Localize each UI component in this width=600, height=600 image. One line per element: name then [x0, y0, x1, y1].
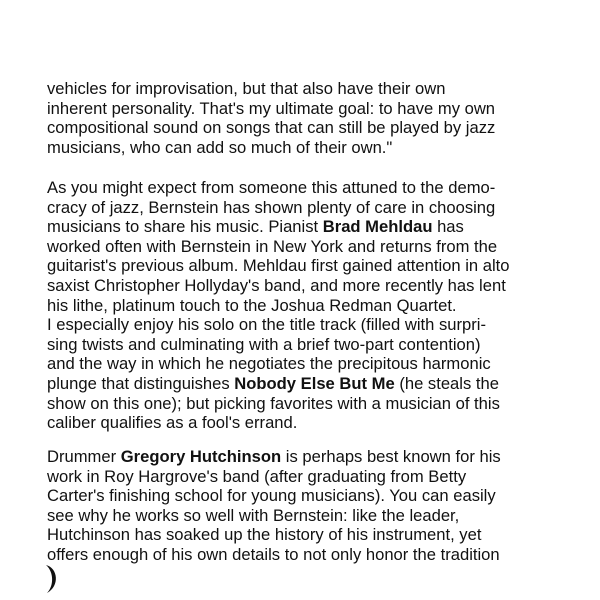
text-line: As you might expect from someone this attuned to the demo- — [47, 178, 496, 197]
text-line: vehicles for improvisation, but that also have their own — [47, 79, 446, 98]
text-line: his lithe, platinum touch to the Joshua Redman Quartet. — [47, 295, 457, 315]
text-line: offers enough of his own details to not only honor the tradition — [47, 544, 500, 564]
text-line: inherent personality. That's my ultimate goal: to have my own — [47, 98, 496, 118]
text-line: work in Roy Hargrove's band (after graduating from Betty — [47, 466, 467, 486]
paragraph-gregory-hutchinson — [47, 447, 567, 565]
paragraph-quote-ending — [47, 79, 567, 157]
text-line — [47, 217, 567, 237]
text-line: Hutchinson has soaked up the history of his instrument, yet — [47, 525, 482, 545]
text-line: see why he works so well with Bernstein: like the leader, — [47, 505, 460, 525]
text-line: I especially enjoy his solo on the title track (filled with surpri- — [47, 315, 486, 335]
text-line: cracy of jazz, Bernstein has shown plenty of care in choosing — [47, 197, 496, 217]
bold-name-brad-mehldau: Brad Mehldau — [322, 217, 433, 237]
text-line: compositional sound on songs that can still be played by jazz — [47, 118, 496, 138]
text-line: worked often with Bernstein in New York and returns from the — [47, 236, 498, 256]
crescent-mark-icon — [34, 562, 64, 596]
text-line: show on this one); but picking favorites with a musician of this — [47, 393, 500, 413]
text-run: has — [432, 217, 464, 237]
paragraph-brad-mehldau — [47, 178, 567, 433]
text-run: is perhaps best known for his — [281, 447, 501, 466]
bold-name-gregory-hutchinson: Gregory Hutchinson — [120, 447, 282, 466]
text-line: saxist Christopher Hollyday's band, and more recently has lent — [47, 275, 506, 295]
text-line: sing twists and culminating with a brief two-part contention) — [47, 334, 481, 354]
text-line — [47, 447, 567, 467]
text-line: Carter's finishing school for young musicians). You can easily — [47, 486, 496, 506]
bold-title-nobody-else-but-me: Nobody Else But Me — [234, 373, 395, 393]
text-run: musicians to share his music. Pianist — [47, 217, 323, 237]
text-run: plunge that distinguishes — [47, 373, 235, 393]
text-line: musicians, who can add so much of their own." — [47, 137, 393, 157]
text-line — [47, 374, 567, 394]
text-line: caliber qualifies as a fool's errand. — [47, 413, 298, 433]
text-run: Drummer — [47, 447, 121, 466]
text-run: (he steals the — [394, 373, 499, 393]
text-line: and the way in which he negotiates the precipitous harmonic — [47, 354, 491, 374]
text-line: guitarist's previous album. Mehldau first gained attention in alto — [47, 256, 510, 276]
